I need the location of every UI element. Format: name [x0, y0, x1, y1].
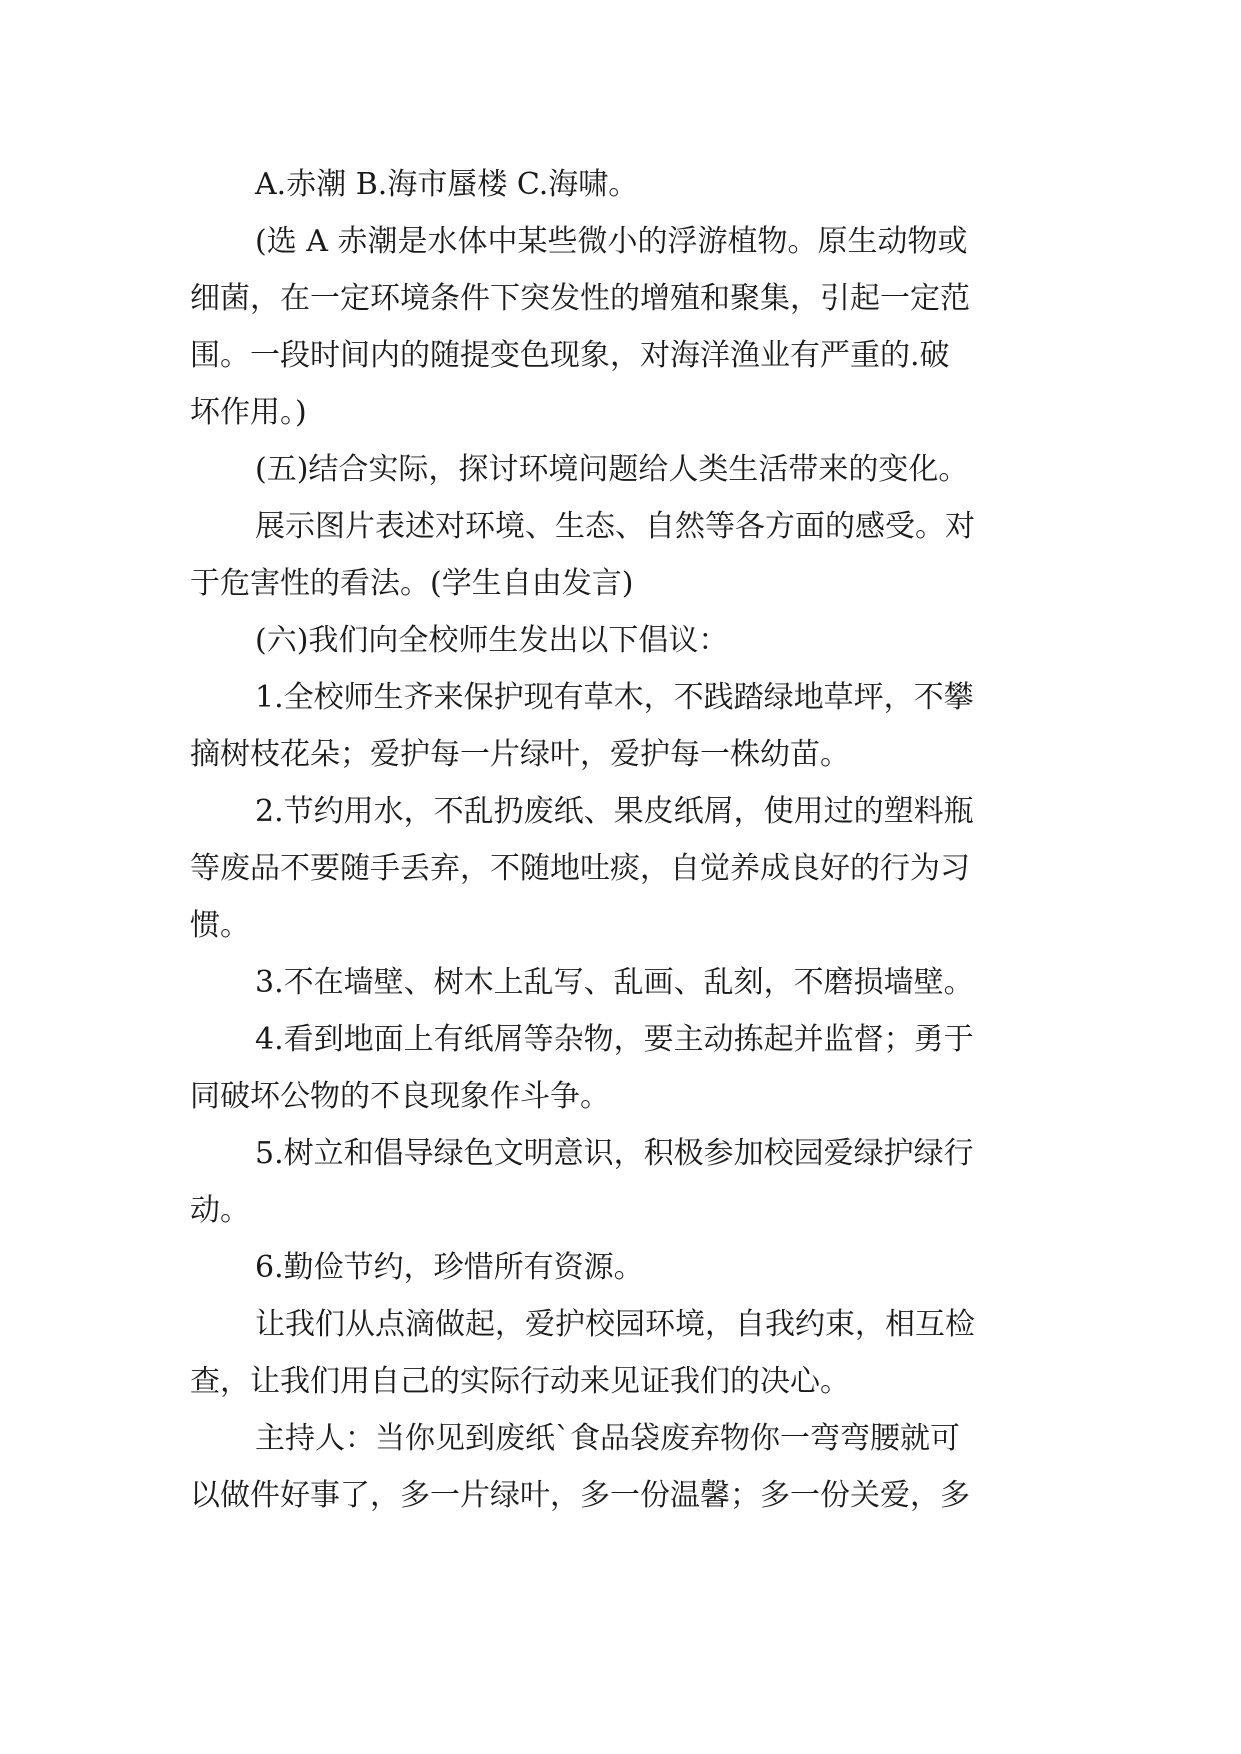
text-line: 以做件好事了，多一片绿叶，多一份温馨；多一份关爱，多 — [190, 1478, 970, 1513]
text-line: 让我们从点滴做起，爱护校园环境，自我约束，相互检 — [255, 1307, 975, 1342]
text-line: 同破坏公物的不良现象作斗争。 — [190, 1079, 610, 1114]
text-line: 惯。 — [190, 908, 250, 943]
text-line: 动。 — [190, 1193, 250, 1228]
text-line: 围。一段时间内的随提变色现象，对海洋渔业有严重的.破 — [190, 338, 950, 373]
text-line: (六)我们向全校师生发出以下倡议： — [255, 623, 729, 658]
text-line: 1.全校师生齐来保护现有草木，不践踏绿地草坪，不攀 — [255, 680, 974, 715]
text-line: 细菌，在一定环境条件下突发性的增殖和聚集，引起一定范 — [190, 281, 970, 316]
text-line: 5.树立和倡导绿色文明意识，积极参加校园爱绿护绿行 — [255, 1136, 974, 1171]
text-line: A.赤潮 B.海市蜃楼 C.海啸。 — [255, 167, 639, 202]
text-line: 4.看到地面上有纸屑等杂物，要主动拣起并监督；勇于 — [255, 1022, 974, 1057]
text-line: 于危害性的看法。(学生自由发言) — [190, 566, 634, 601]
text-line: 摘树枝花朵；爱护每一片绿叶，爱护每一株幼苗。 — [190, 737, 850, 772]
text-line: 3.不在墙壁、树木上乱写、乱画、乱刻，不磨损墙壁。 — [255, 965, 974, 1000]
text-line: 坏作用。) — [190, 395, 307, 430]
text-line: 2.节约用水，不乱扔废纸、果皮纸屑，使用过的塑料瓶 — [255, 794, 974, 829]
text-line: 6.勤俭节约，珍惜所有资源。 — [255, 1250, 644, 1285]
text-line: (五)结合实际，探讨环境问题给人类生活带来的变化。 — [255, 452, 969, 487]
text-line: (选 A 赤潮是水体中某些微小的浮游植物。原生动物或 — [255, 224, 968, 259]
text-line: 等废品不要随手丢弃，不随地吐痰，自觉养成良好的行为习 — [190, 851, 970, 886]
text-line: 主持人：当你见到废纸`食品袋废弃物你一弯弯腰就可 — [255, 1421, 960, 1456]
text-line: 查，让我们用自己的实际行动来见证我们的决心。 — [190, 1364, 850, 1399]
text-line: 展示图片表述对环境、生态、自然等各方面的感受。对 — [255, 509, 975, 544]
